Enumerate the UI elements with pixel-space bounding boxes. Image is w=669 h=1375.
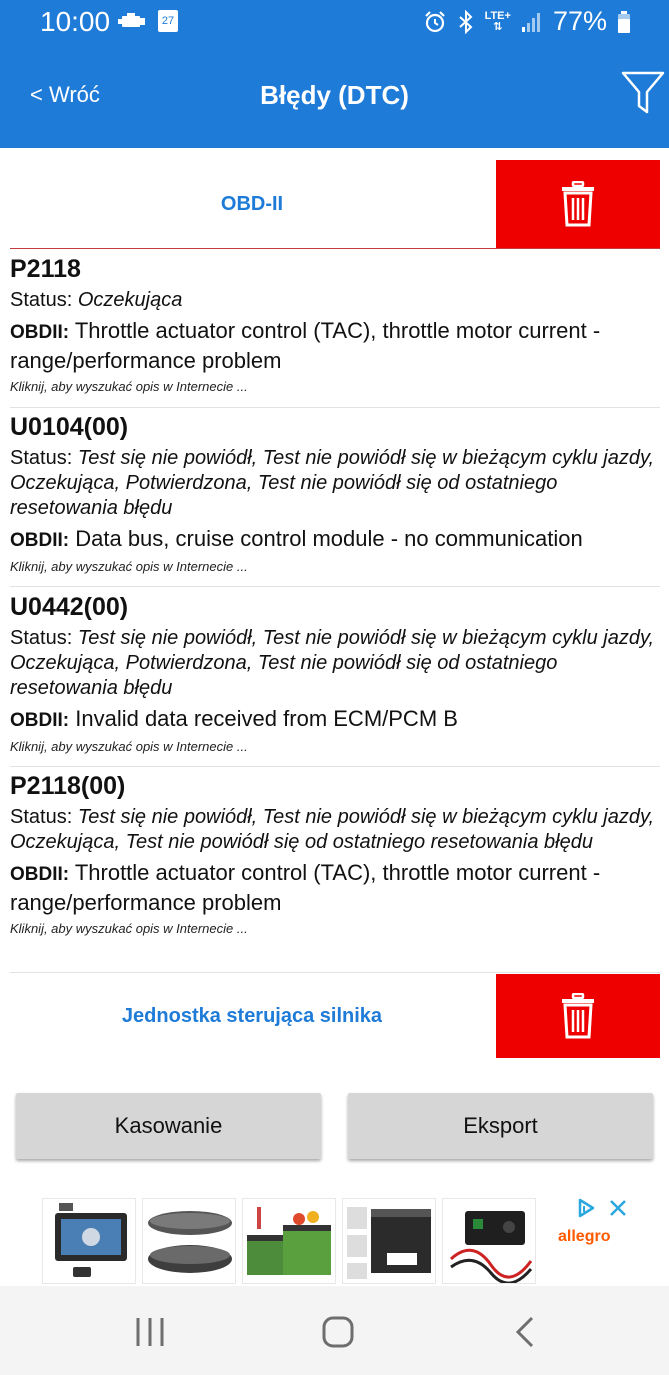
dtc-search-link[interactable]: Kliknij, aby wyszukać opis w Internecie ... [10,559,248,574]
system-nav-bar [0,1286,669,1375]
signal-icon [521,11,543,33]
back-button[interactable]: < Wróć [30,82,100,107]
ad-product-image[interactable] [42,1198,136,1284]
dtc-status-value: Oczekująca [77,289,183,311]
status-bar [0,0,669,48]
dtc-description: OBDII: Throttle actuator control (TAC), throttle motor current - range/performance problem [10,860,601,915]
status-system-icons [423,6,631,37]
status-notification-icons [118,10,178,32]
network-type: LTE+ ⇅ [484,9,511,33]
section-ecu-header [0,974,669,1058]
dtc-status: Status: Test się nie powiódł, Test nie powiódł się w bieżącym cyklu jazdy, Oczekująca, Potwierdzona, Test nie powiódł się od ostatniego resetowania błędu [10,447,655,519]
dtc-entry[interactable] [10,412,660,587]
cooler-box-image [243,1199,336,1284]
calendar-icon [158,10,178,32]
back-nav-icon[interactable] [508,1314,544,1350]
ad-banner[interactable] [0,1192,669,1286]
alarm-icon [423,10,447,34]
trash-icon [561,993,595,1039]
ad-product-image[interactable] [242,1198,336,1284]
roof-box-image [143,1199,236,1284]
status-time: 10:00 [40,6,111,37]
calendar-day: 27 [161,15,175,27]
dtc-description: OBDII: Data bus, cruise control module - no communication [10,526,583,551]
car-engine-icon [118,11,146,31]
power-inverter-image [443,1199,536,1284]
trash-icon [561,181,595,227]
ad-product-image[interactable] [342,1198,436,1284]
dtc-entry[interactable] [10,254,660,408]
filter-icon[interactable] [621,70,665,116]
recent-apps-icon[interactable] [132,1314,168,1350]
ad-controls [576,1198,628,1218]
section-obd2-header [0,160,669,248]
dtc-entry[interactable] [10,592,660,767]
home-icon[interactable] [320,1314,356,1350]
adchoices-icon[interactable] [576,1198,596,1218]
dtc-entry[interactable] [10,771,660,973]
ad-product-image[interactable] [442,1198,536,1284]
dtc-status-value: Test się nie powiódł, Test nie powiódł się w bieżącym cyklu jazdy, Oczekująca, Potwierdzona, Test nie powiódł się od ostatniego resetowania błędu [10,627,655,699]
battery-percent: 77% [552,6,607,36]
dtc-description: OBDII: Throttle actuator control (TAC), throttle motor current - range/performance problem [10,318,601,373]
dtc-status-value: Test się nie powiódł, Test nie powiódł się w bieżącym cyklu jazdy, Oczekująca, Potwierdzona, Test nie powiódł się od ostatniego resetowania błędu [10,447,655,519]
app-top-bar [0,0,669,148]
app-header [0,48,669,148]
delete-ecu-button[interactable] [496,974,660,1058]
page-title: Błędy (DTC) [260,80,409,110]
dtc-search-link[interactable]: Kliknij, aby wyszukać opis w Internecie ... [10,921,248,936]
bluetooth-icon [457,10,475,34]
dtc-description: OBDII: Invalid data received from ECM/PCM B [10,706,458,731]
section-label-obd2: OBD-II [220,192,284,215]
dtc-search-link[interactable]: Kliknij, aby wyszukać opis w Internecie ... [10,379,248,394]
dtc-code: U0104(00) [10,413,129,441]
electric-cooler-image [343,1199,436,1284]
close-ad-icon[interactable] [608,1198,628,1218]
export-button[interactable]: Eksport [348,1093,653,1159]
dtc-code: P2118 [10,255,81,283]
dtc-code: P2118(00) [10,772,126,800]
section-divider [10,248,660,249]
ad-brand-logo[interactable]: allegro [558,1228,611,1245]
clear-codes-button[interactable]: Kasowanie [16,1093,321,1159]
ad-product-image[interactable] [142,1198,236,1284]
dtc-status: Status: Test się nie powiódł, Test nie powiódł się w bieżącym cyklu jazdy, Oczekująca, Test nie powiódł się od ostatniego resetowania błędu [10,806,655,853]
dtc-code: U0442(00) [10,593,129,621]
battery-icon [617,10,631,34]
car-radio-image [43,1199,136,1284]
dtc-search-link[interactable]: Kliknij, aby wyszukać opis w Internecie ... [10,739,248,754]
dtc-status: Status: Test się nie powiódł, Test nie powiódł się w bieżącym cyklu jazdy, Oczekująca, Potwierdzona, Test nie powiódł się od ostatniego resetowania błędu [10,627,655,699]
section-label-ecu: Jednostka sterująca silnika [121,1004,383,1027]
dtc-status: Status: Oczekująca [10,289,183,311]
dtc-status-value: Test się nie powiódł, Test nie powiódł się w bieżącym cyklu jazdy, Oczekująca, Test nie powiódł się od ostatniego resetowania błędu [10,806,655,853]
delete-obd2-button[interactable] [496,160,660,248]
